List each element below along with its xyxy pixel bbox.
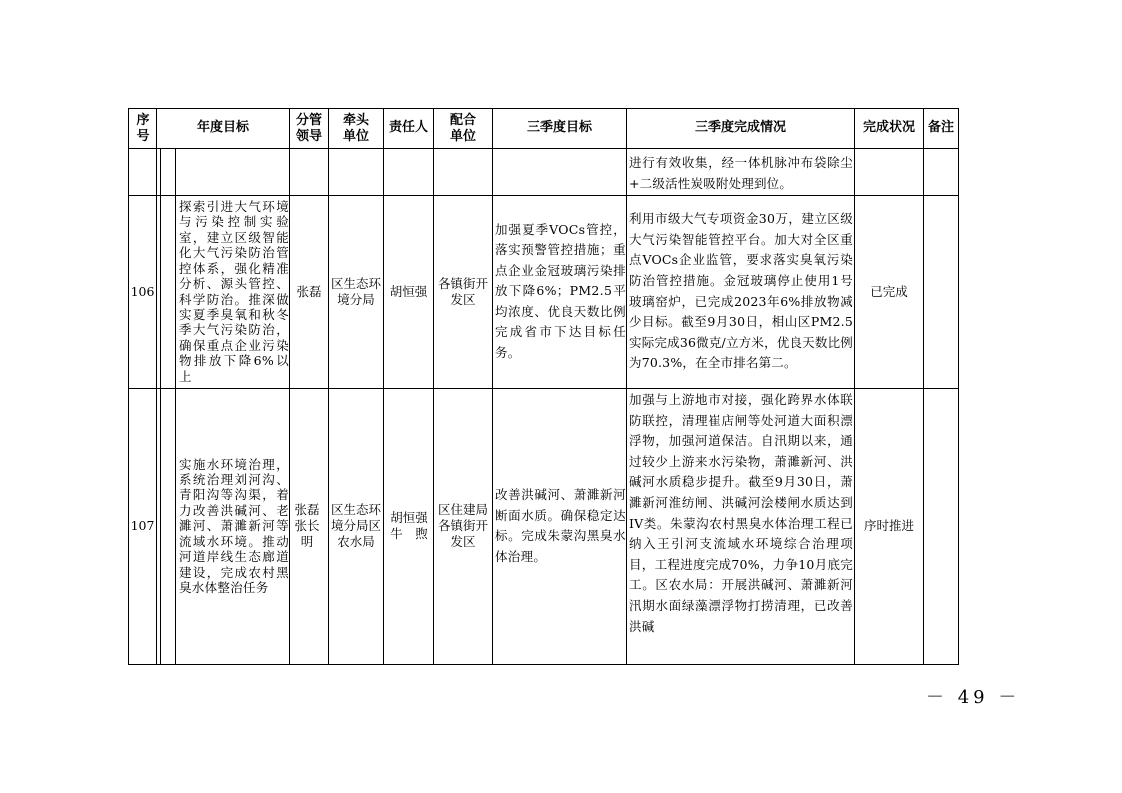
work-progress-table — [128, 108, 959, 665]
row-106-completion: 已完成 — [870, 283, 908, 299]
header-q3-goal: 三季度目标 — [526, 120, 592, 135]
column-divider — [156, 108, 157, 665]
row-107-leader: 张磊张长明 — [294, 502, 320, 549]
row-106-lead-unit: 区生态环境分局 — [330, 275, 381, 307]
header-coop-unit: 配合单位 — [449, 113, 476, 144]
column-divider-inner — [175, 148, 176, 665]
header-seq: 序号 — [136, 113, 150, 144]
header-q3-status: 三季度完成情况 — [694, 120, 786, 135]
header-responsible: 责任人 — [388, 120, 428, 135]
cont-q3-status: 进行有效收集，经一体机脉冲布袋除尘+二级活性炭吸附处理到位。 — [629, 155, 853, 191]
header-bottom-line — [128, 148, 959, 149]
row-107-lead-unit: 区生态环境分局区农水局 — [330, 502, 381, 549]
row-106-annual-goal: 探索引进大气环境与污染控制实验室，建立区级智能化大气污染防治管控体系，强化精准分析、源头管控、科学防治。推深做实夏季臭氧和秋冬季大气污染防治，确保重点企业污染物排放下降6%以上 — [179, 199, 289, 384]
page-number: － 49 － — [926, 687, 1021, 708]
row-107-remark — [924, 388, 958, 664]
row-106-remark — [924, 195, 958, 388]
table-border-right — [958, 108, 959, 665]
row-107-completion: 序时推进 — [863, 518, 914, 533]
row-106-responsible: 胡恒强 — [389, 283, 428, 299]
row-107-seq: 107 — [130, 518, 155, 533]
row-107-annual-goal: 实施水环境治理，系统治理刘河沟、青阳沟等沟渠，着力改善洪碱河、老濉河、萧濉新河等流域水环境。推动河道岸线生态廊道建设，完成农村黑臭水体整治任务 — [179, 456, 289, 595]
header-remark: 备注 — [927, 120, 954, 135]
row-106-q3-goal: 加强夏季VOCs管控，落实预警管控措施；重点企业金冠玻璃污染排放下降6%；PM2.5平均浓度、优良天数比例完成省市下达目标任务。 — [495, 221, 626, 360]
row-106-leader: 张磊 — [296, 283, 322, 299]
header-completion: 完成状况 — [862, 120, 915, 135]
column-divider — [328, 108, 329, 665]
row-106-q3-status: 利用市级大气专项资金30万，建立区级大气污染智能管控平台。加大对全区重点VOCs企业监管，要求落实臭氧污染防治管控措施。金冠玻璃停止使用1号玻璃窑炉，已完成2023年6%排放物减少目标。截至9月30日，相山区PM2.5实际完成36微克/立方米，优良天数比例为70.3%，在全市排名第二。 — [629, 211, 853, 371]
row-107-q3-status: 加强与上游地市对接，强化跨界水体联防联控，清理崔店闸等处河道大面积漂浮物，加强河道保洁。自汛期以来，通过较少上游来水污染物，萧濉新河、洪碱河水质稳步提升。截至9月30日，萧濉新河淮纺闸、洪碱河浍楼闸水质达到IV类。朱蒙沟农村黑臭水体治理工程已纳入王引河支流域水环境综合治理项目，工程进度完成70%，力争10月底完工。区农水局：开展洪碱河、萧濉新河汛期水面绿藻漂浮物打捞清理，已改善洪碱 — [629, 392, 853, 634]
row-107-coop-unit: 区住建局各镇街开发区 — [437, 502, 488, 549]
row-106-seq: 106 — [130, 283, 155, 299]
column-divider-inner — [160, 148, 161, 665]
row-107-responsible: 胡恒强牛 煦 — [390, 510, 428, 541]
table-border-bottom — [128, 664, 959, 665]
header-annual-goal: 年度目标 — [196, 120, 249, 135]
header-lead-unit: 牵头单位 — [342, 113, 369, 144]
row-107-q3-goal: 改善洪碱河、萧濉新河断面水质。确保稳定达标。完成朱蒙沟黑臭水体治理。 — [495, 487, 626, 564]
header-leader: 分管领导 — [295, 113, 322, 144]
row-106-coop-unit: 各镇街开发区 — [438, 275, 489, 307]
